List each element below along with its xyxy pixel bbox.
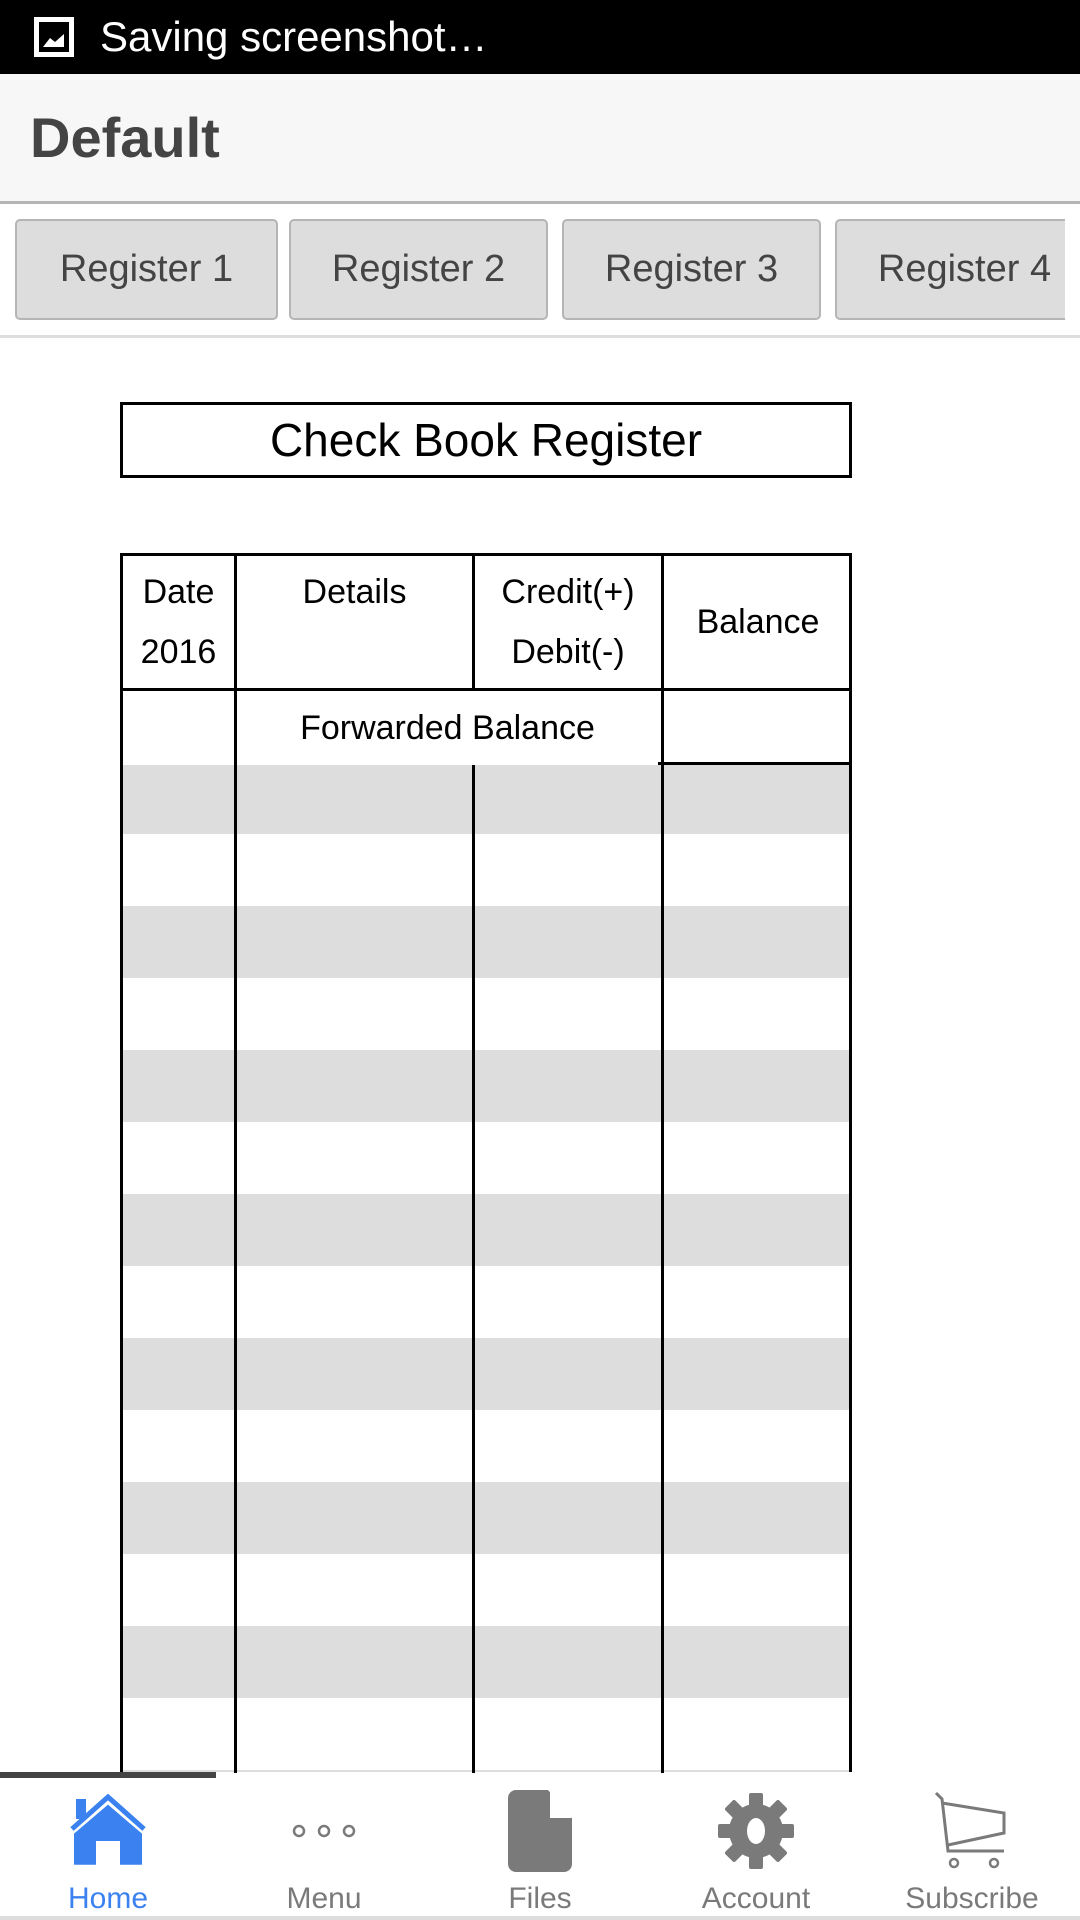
table-row[interactable] xyxy=(123,1410,849,1482)
app-header xyxy=(0,74,1080,204)
tab-register-1[interactable]: Register 1 xyxy=(15,219,278,320)
column-header-details: Details xyxy=(302,573,407,611)
status-bar xyxy=(0,0,1080,74)
nav-home[interactable]: Home xyxy=(0,1772,216,1916)
register-tabs[interactable] xyxy=(0,204,1080,338)
document-title: Check Book Register xyxy=(120,402,852,478)
gear-icon xyxy=(711,1790,801,1872)
table-row[interactable] xyxy=(123,1050,849,1122)
column-divider xyxy=(661,556,664,1773)
page-title: Default xyxy=(30,106,220,169)
table-row[interactable] xyxy=(123,834,849,906)
table-row[interactable] xyxy=(123,1122,849,1194)
tab-register-2[interactable]: Register 2 xyxy=(289,219,548,320)
forwarded-date-cell[interactable] xyxy=(123,691,237,765)
table-row[interactable] xyxy=(123,906,849,978)
table-row[interactable] xyxy=(123,1482,849,1554)
nav-subscribe[interactable]: Subscribe xyxy=(864,1772,1080,1916)
forwarded-balance-divider xyxy=(658,762,849,765)
system-nav-strip xyxy=(0,1916,1080,1920)
table-row[interactable] xyxy=(123,1626,849,1698)
register-table xyxy=(120,553,852,1773)
scroll-indicator xyxy=(0,1772,216,1778)
more-dots-icon xyxy=(279,1790,369,1872)
file-icon xyxy=(495,1790,585,1872)
table-row[interactable] xyxy=(123,762,849,834)
cart-icon xyxy=(927,1790,1017,1872)
column-header-balance: Balance xyxy=(696,603,820,641)
table-row[interactable] xyxy=(123,1266,849,1338)
forwarded-balance-label: Forwarded Balance xyxy=(237,691,658,765)
column-divider xyxy=(472,762,475,1773)
screenshot-image-icon xyxy=(34,17,74,57)
tab-register-4[interactable]: Register 4 xyxy=(835,219,1065,320)
table-row[interactable] xyxy=(123,1338,849,1410)
column-header-credit-debit: Credit(+) Debit(-) xyxy=(501,573,635,671)
bottom-nav xyxy=(0,1772,1080,1916)
home-icon xyxy=(63,1790,153,1872)
tab-register-3[interactable]: Register 3 xyxy=(562,219,821,320)
status-text: Saving screenshot… xyxy=(100,13,488,60)
nav-menu[interactable]: Menu xyxy=(216,1772,432,1916)
table-row[interactable] xyxy=(123,1194,849,1266)
nav-files[interactable]: Files xyxy=(432,1772,648,1916)
column-divider xyxy=(472,556,475,691)
nav-account[interactable]: Account xyxy=(648,1772,864,1916)
table-row[interactable] xyxy=(123,1554,849,1626)
column-header-date: Date 2016 xyxy=(140,573,217,671)
table-row[interactable] xyxy=(123,1698,849,1770)
table-row[interactable] xyxy=(123,978,849,1050)
